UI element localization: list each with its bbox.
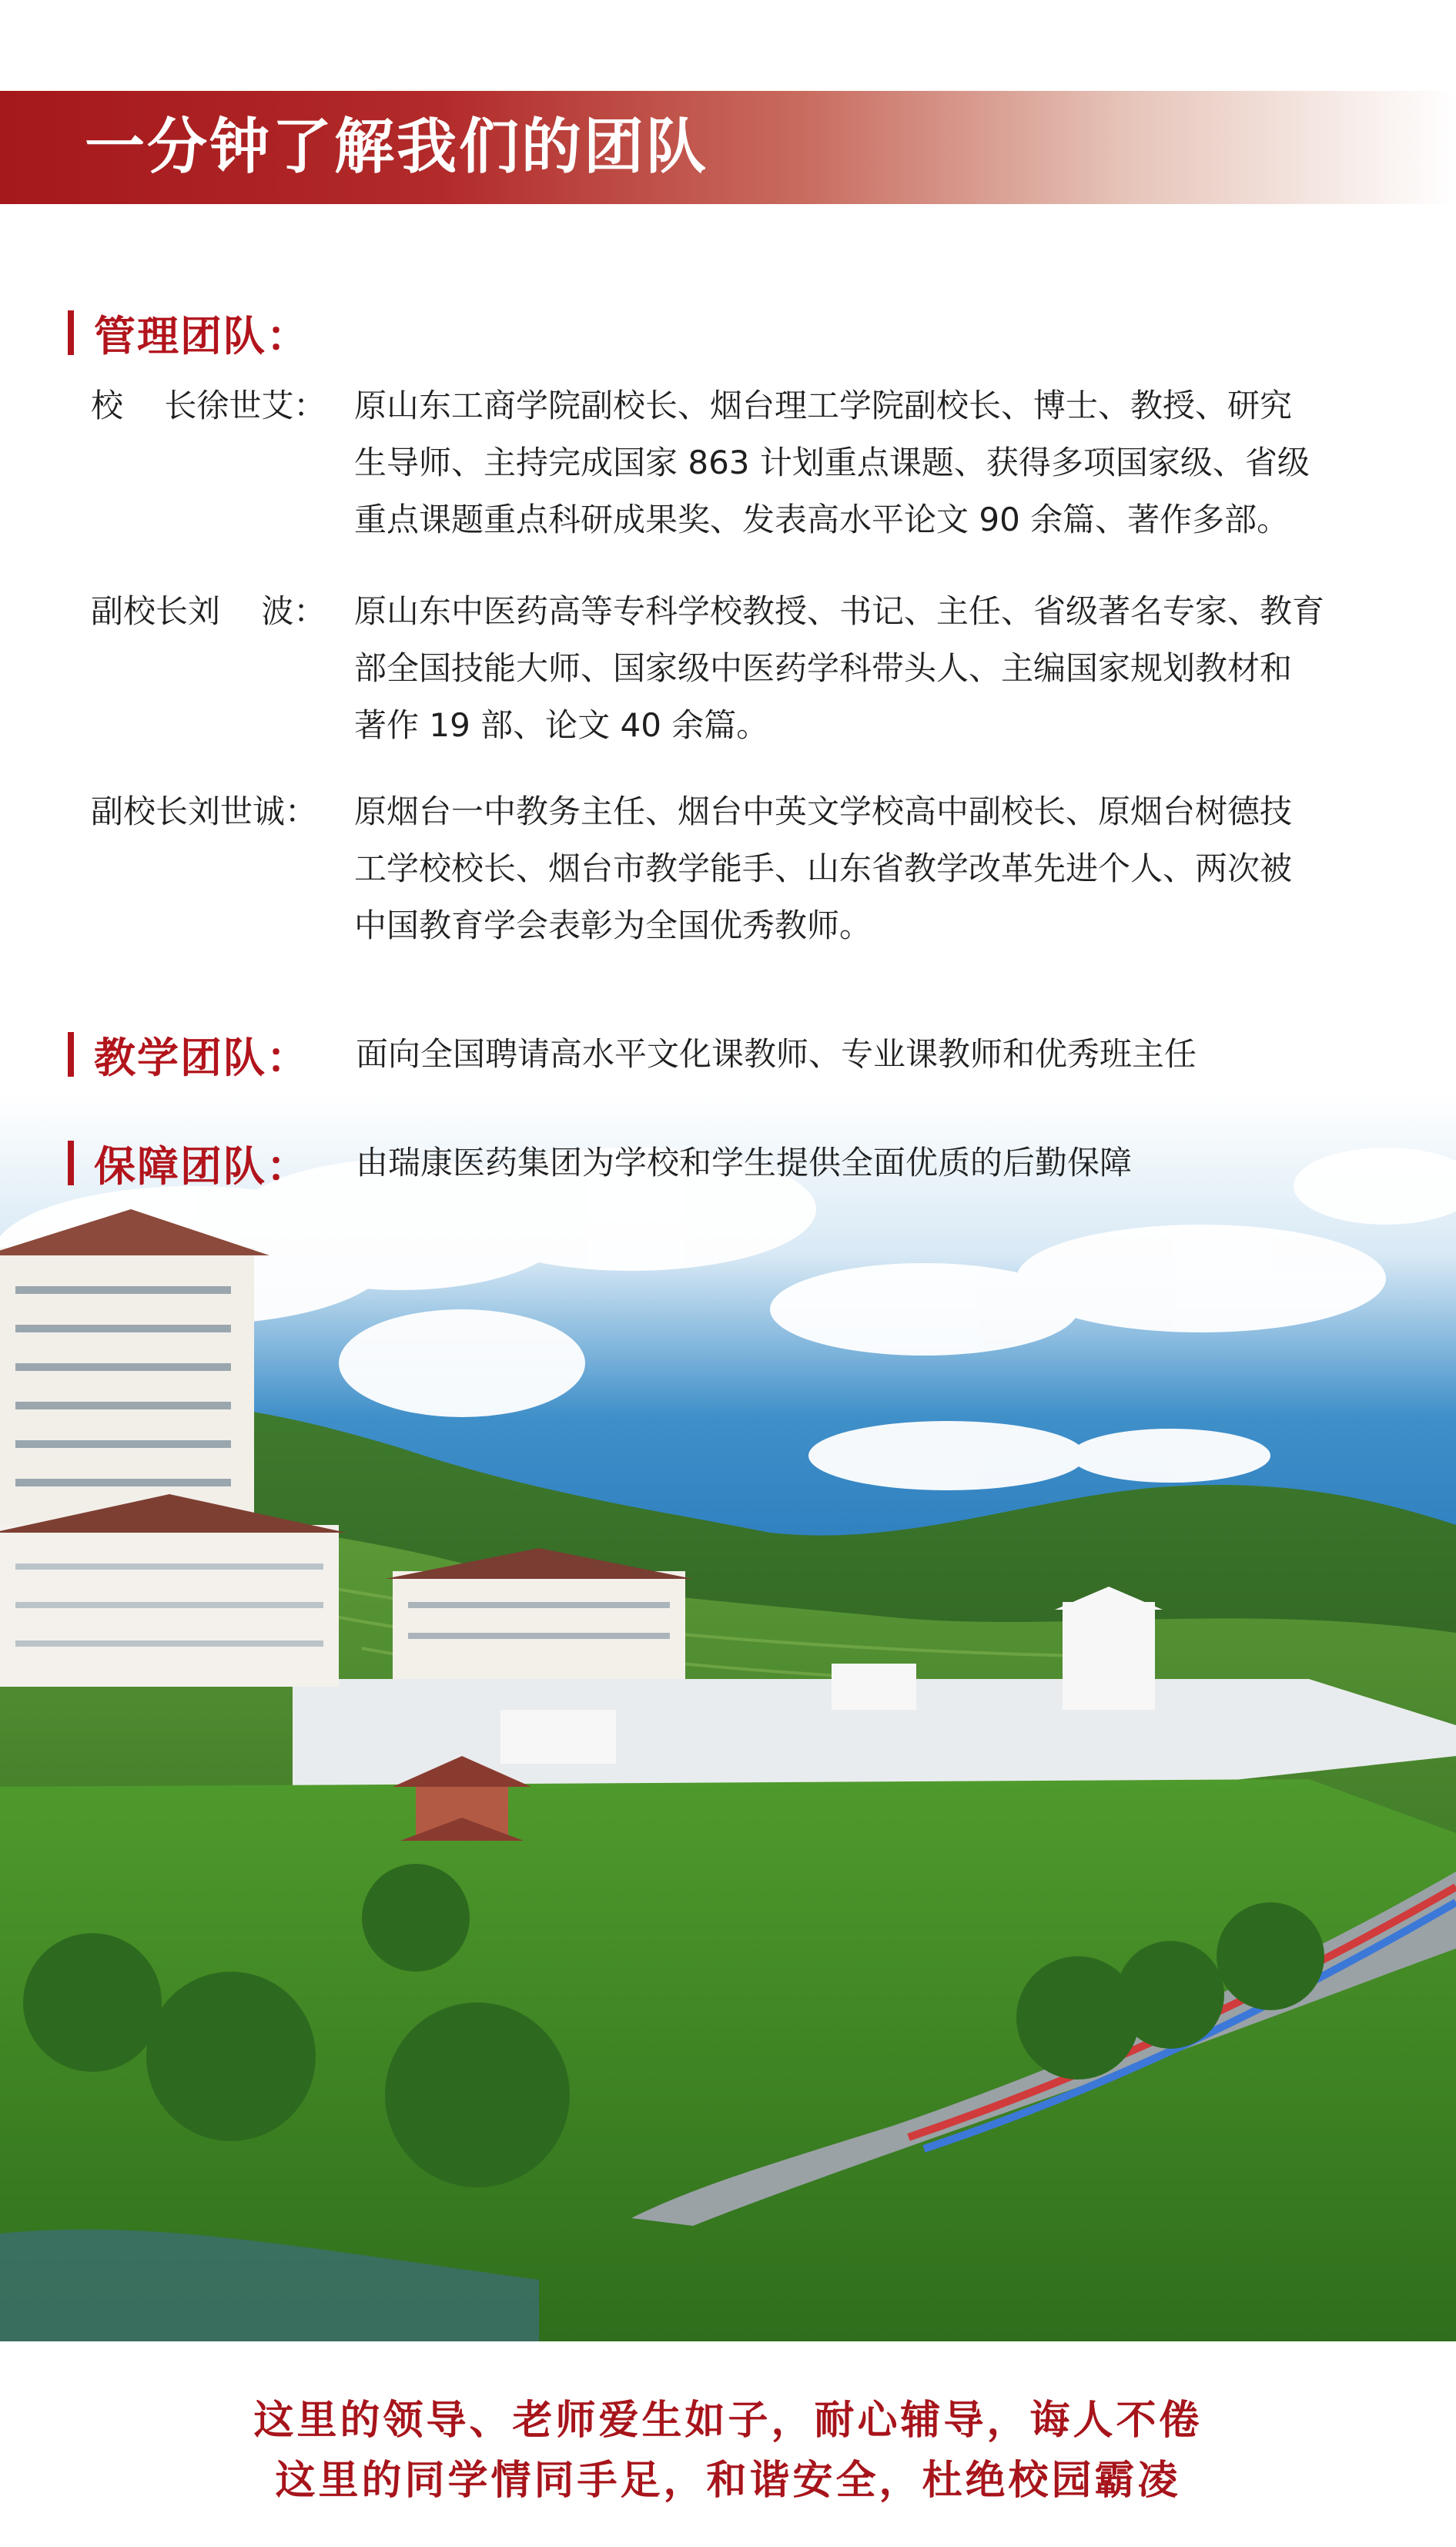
heading-marker bbox=[68, 1141, 74, 1185]
support-heading bbox=[68, 1136, 310, 1190]
description-line: 部全国技能大师、国家级中医药学科带头人、主编国家规划教材和 bbox=[354, 649, 1293, 687]
title-banner bbox=[0, 91, 1456, 204]
description-line: 工学校校长、烟台市教学能手、山东省教学改革先进个人、两次被 bbox=[354, 850, 1293, 887]
description-line: 原烟台一中教务主任、烟台中英文学校高中副校长、原烟台树德技 bbox=[354, 793, 1293, 830]
teaching-description: 面向全国聘请高水平文化课教师、专业课教师和优秀班主任 bbox=[356, 1035, 1197, 1073]
description-line: 重点课题重点科研成果奖、发表高水平论文 90 余篇、著作多部。 bbox=[354, 501, 1290, 538]
teaching-title: 教学团队： bbox=[94, 1033, 310, 1082]
description-line: 中国教育学会表彰为全国优秀教师。 bbox=[354, 907, 872, 944]
slogan-line: 这里的领导、老师爱生如子，耐心辅导，诲人不倦 bbox=[253, 2398, 1203, 2444]
management-heading bbox=[68, 306, 310, 360]
heading-marker bbox=[68, 1032, 74, 1077]
member-label: 副校长刘世诚： bbox=[91, 793, 318, 830]
description-line: 原山东中医药高等专科学校教授、书记、主任、省级著名专家、教育 bbox=[354, 592, 1325, 630]
member-description bbox=[354, 783, 1421, 954]
support-title: 保障团队： bbox=[94, 1141, 310, 1191]
member-description bbox=[354, 583, 1421, 754]
member-label: 副校长刘 波： bbox=[91, 592, 326, 630]
support-description: 由瑞康医药集团为学校和学生提供全面优质的后勤保障 bbox=[356, 1144, 1133, 1181]
campus-photo bbox=[0, 1094, 1456, 2341]
member-label: 校 长徐世艾： bbox=[91, 387, 326, 424]
teaching-heading bbox=[68, 1027, 310, 1081]
heading-marker bbox=[68, 310, 74, 355]
description-line: 原山东工商学院副校长、烟台理工学院副校长、博士、教授、研究 bbox=[354, 387, 1293, 424]
page-title: 一分钟了解我们的团队 bbox=[85, 112, 709, 182]
member-description bbox=[354, 377, 1421, 548]
description-line: 著作 19 部、论文 40 余篇。 bbox=[354, 706, 769, 744]
slogan-line: 这里的同学情同手足，和谐安全，杜绝校园霸凌 bbox=[275, 2458, 1181, 2504]
description-line: 生导师、主持完成国家 863 计划重点课题、获得多项国家级、省级 bbox=[354, 444, 1310, 481]
management-title: 管理团队： bbox=[94, 311, 310, 360]
